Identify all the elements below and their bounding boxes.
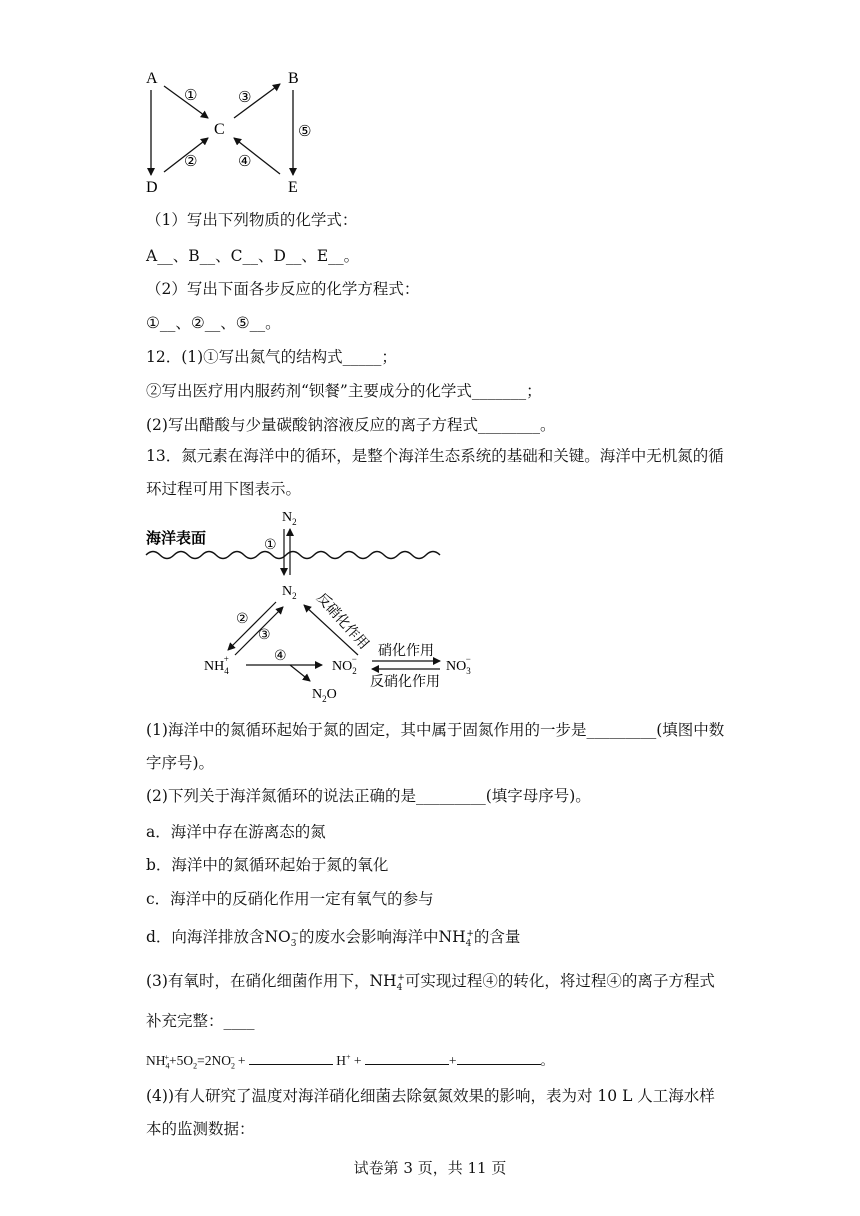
node-e: E: [288, 179, 298, 196]
page-footer: 试卷第 3 页，共 11 页: [353, 1159, 507, 1177]
q13-intro: 13．氮元素在海洋中的循环，是整个海洋生态系统的基础和关键。海洋中无机氮的循环过程可用下图表示。: [146, 447, 724, 498]
q13-q3: [146, 962, 726, 1038]
q11-part2-answer: ①__、②__、⑤__。: [146, 314, 281, 332]
n2-top-label: $N_2$: [282, 510, 297, 527]
step-4-circle: ④: [274, 648, 287, 664]
node-d: D: [146, 179, 158, 196]
q12-line3: (2)写出醋酸与少量碳酸钠溶液反应的离子方程式________。: [146, 416, 556, 434]
q11-part1-answer: A__、B__、C__、D__、E__。: [146, 247, 360, 265]
q12-line2: ②写出医疗用内服药剂“钡餐”主要成分的化学式_______；: [146, 382, 542, 400]
q13-option-b: b．海洋中的氮循环起始于氮的氧化: [146, 856, 389, 874]
nh4-formula-q3: $NH_4^+$: [369, 972, 405, 994]
step-1-circle: ①: [264, 537, 277, 553]
sea-surface-label: 海洋表面: [146, 529, 207, 547]
step-3-label: ③: [238, 88, 252, 106]
sea-surface-wave: [146, 552, 440, 559]
n2-lower-label: $N_2$: [282, 584, 297, 601]
step-2-label: ②: [184, 152, 198, 170]
q13-option-d: [146, 925, 520, 949]
blank-3[interactable]: [457, 1064, 541, 1065]
step-3-circle: ③: [258, 627, 271, 643]
node-a: A: [146, 70, 158, 87]
option-d-pre: d．向海洋排放含: [146, 928, 265, 946]
q13-q4: (4))有人研究了温度对海洋硝化细菌去除氨氮效果的影响，表为对 10 L 人工海水样本的监测数据：: [146, 1087, 715, 1138]
blank-1[interactable]: [249, 1064, 333, 1065]
nitrification-label: 硝化作用: [378, 643, 434, 659]
step-4-label: ④: [238, 152, 252, 170]
option-d-post: 的含量: [473, 928, 521, 946]
nitrogen-cycle-diagram: [140, 505, 480, 705]
option-d-mid: 的废水会影响海洋中: [299, 928, 439, 946]
node-b: B: [288, 70, 299, 87]
q3-pre: (3)有氧时，在硝化细菌作用下，: [146, 972, 370, 991]
ion-equation: $NH_4^++5O_2=2NO_2^- + H^+$ + + 。: [146, 1052, 555, 1071]
q11-part1: （1）写出下列物质的化学式：: [146, 211, 358, 229]
nh4-formula: $NH_4^+$: [438, 928, 474, 950]
reaction-scheme-diagram: [130, 62, 330, 202]
q13-option-a: a．海洋中存在游离态的氮: [146, 823, 326, 841]
q11-part2: （2）写出下面各步反应的化学方程式：: [146, 280, 420, 298]
step-2-circle: ②: [236, 611, 249, 627]
denitrification-label: 反硝化作用: [370, 674, 440, 690]
q13-option-c: c．海洋中的反硝化作用一定有氧气的参与: [146, 890, 434, 908]
nh4-label: $NH_4+$: [204, 654, 229, 676]
q13-q1: (1)海洋中的氮循环起始于氮的固定，其中属于固氮作用的一步是_________(填图中数字序号)。: [146, 721, 725, 772]
n2o-label: $N_2O$: [312, 687, 337, 704]
q12-line1: 12．(1)①写出氮气的结构式_____；: [146, 348, 397, 366]
step-1-label: ①: [184, 86, 198, 104]
blank-2[interactable]: [365, 1064, 449, 1065]
denitrification-vertical-label: 反硝化作用: [313, 589, 372, 653]
step-5-label: ⑤: [298, 122, 312, 140]
node-c: C: [214, 121, 225, 138]
q13-q2: (2)下列关于海洋氮循环的说法正确的是_________(填字母序号)。: [146, 787, 591, 805]
arrow-to-n2o: [290, 665, 310, 681]
no2-label: $NO_2-$: [332, 654, 357, 676]
no3-label: $NO_3-$: [446, 654, 471, 676]
q3-post: 可实现过程④的转化，将过程④的离子方程式补充完整：____: [146, 972, 715, 1031]
no3-formula: $NO_3^-$: [264, 928, 299, 950]
